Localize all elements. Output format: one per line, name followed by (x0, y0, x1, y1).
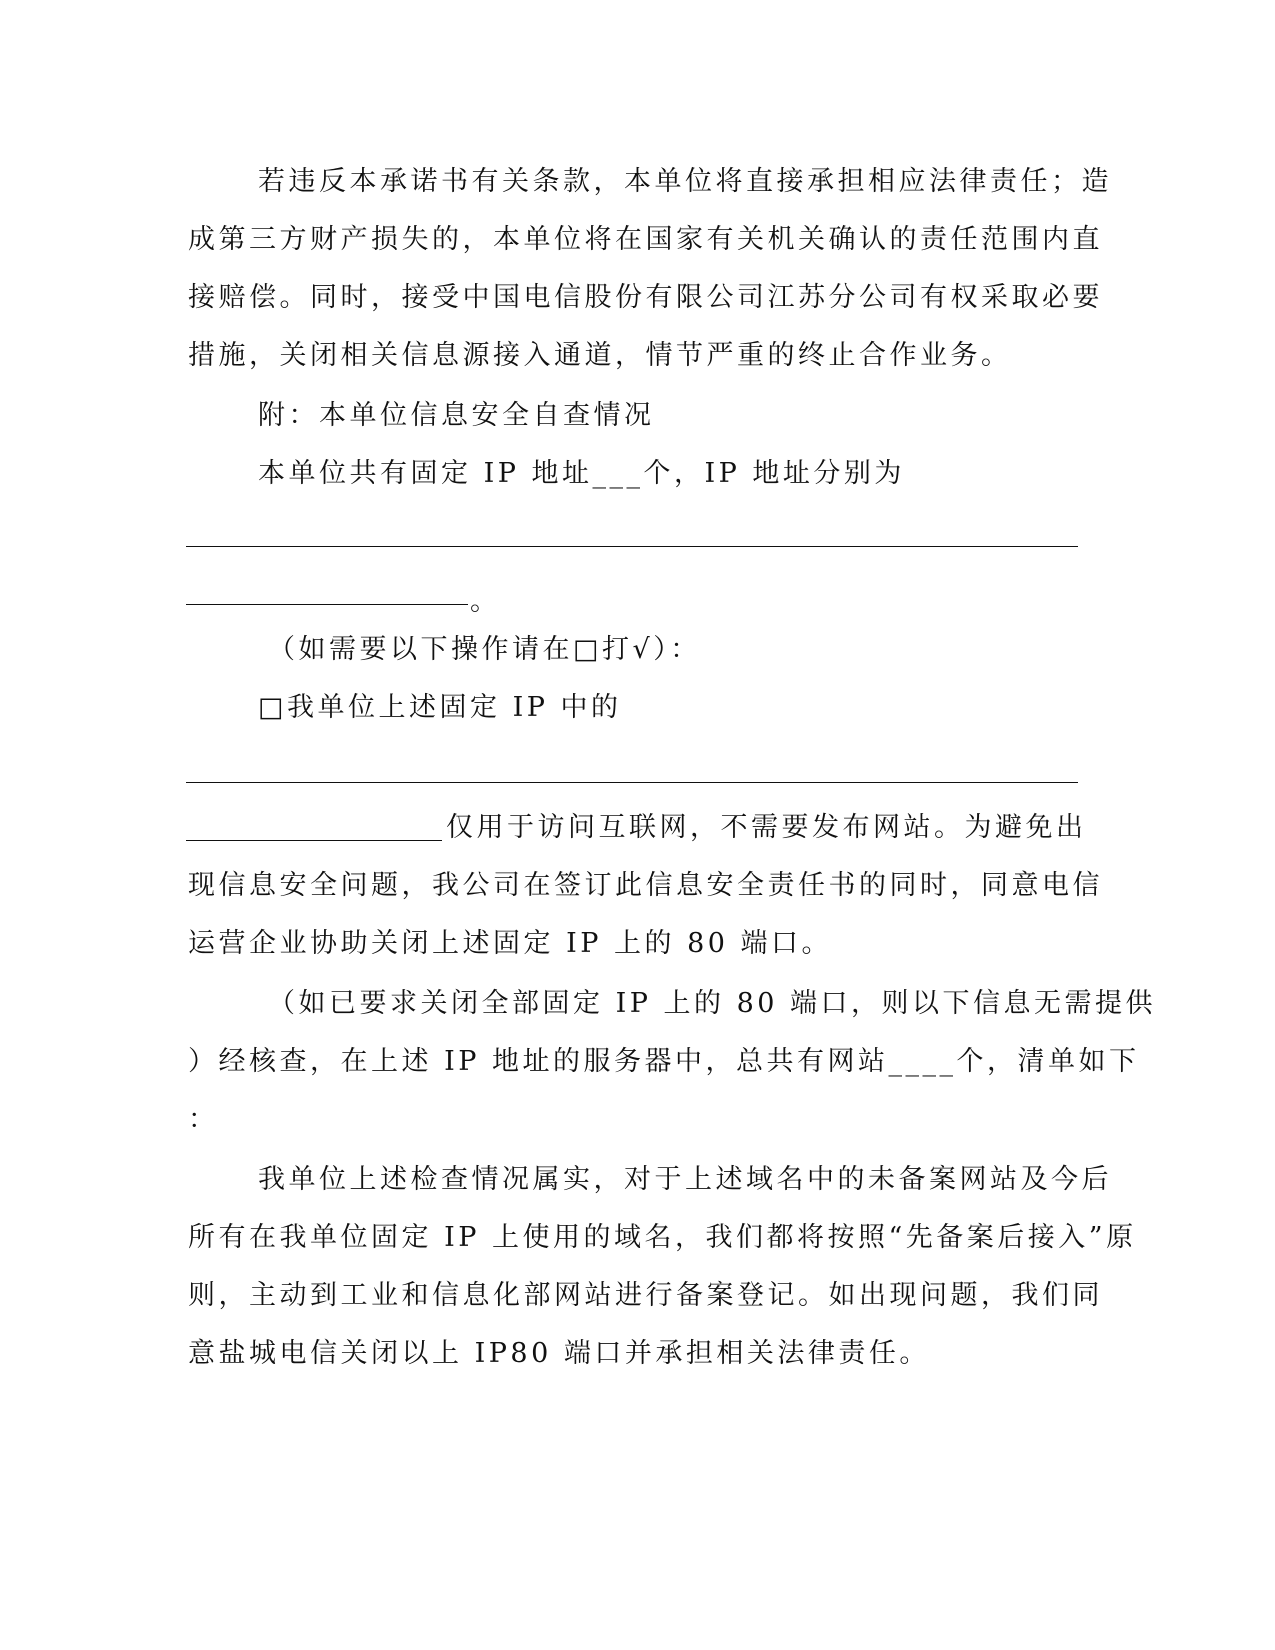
paragraph-line: 措施，关闭相关信息源接入通道，情节严重的终止合作业务。 (188, 340, 1012, 371)
ip-list-end: 。 (470, 586, 501, 617)
paragraph-line: 现信息安全问题，我公司在签订此信息安全责任书的同时，同意电信 (188, 870, 1103, 901)
paragraph-line: ： (188, 1104, 219, 1135)
paragraph-line: 仅用于访问互联网，不需要发布网站。为避免出 (446, 812, 1087, 843)
ip-count-line: 本单位共有固定 IP 地址___个，IP 地址分别为 (258, 458, 905, 489)
paragraph-line: 接赔偿。同时，接受中国电信股份有限公司江苏分公司有权采取必要 (188, 282, 1103, 313)
paragraph-line: 若违反本承诺书有关条款，本单位将直接承担相应法律责任；造 (258, 166, 1112, 197)
fill-in-rule (186, 546, 1078, 547)
paragraph-line: 成第三方财产损失的，本单位将在国家有关机关确认的责任范围内直 (188, 224, 1103, 255)
checkbox-line: □我单位上述固定 IP 中的 (258, 692, 622, 723)
paragraph-line: ）经核查，在上述 IP 地址的服务器中，总共有网站____个，清单如下 (188, 1046, 1140, 1077)
attachment-heading: 附：本单位信息安全自查情况 (258, 400, 655, 431)
fill-in-rule (186, 782, 1078, 783)
paragraph-line: （如已要求关闭全部固定 IP 上的 80 端口，则以下信息无需提供 (268, 988, 1157, 1019)
paragraph-line: 意盐城电信关闭以上 IP80 端口并承担相关法律责任。 (188, 1338, 930, 1369)
paragraph-line: 我单位上述检查情况属实，对于上述域名中的未备案网站及今后 (258, 1164, 1112, 1195)
checkbox-hint: （如需要以下操作请在□打√）： (268, 634, 701, 665)
paragraph-line: 则，主动到工业和信息化部网站进行备案登记。如出现问题，我们同 (188, 1280, 1103, 1311)
fill-in-rule (186, 604, 468, 605)
paragraph-line: 运营企业协助关闭上述固定 IP 上的 80 端口。 (188, 928, 833, 959)
paragraph-line: 所有在我单位固定 IP 上使用的域名，我们都将按照“先备案后接入”原 (188, 1222, 1137, 1253)
fill-in-rule (186, 840, 442, 841)
